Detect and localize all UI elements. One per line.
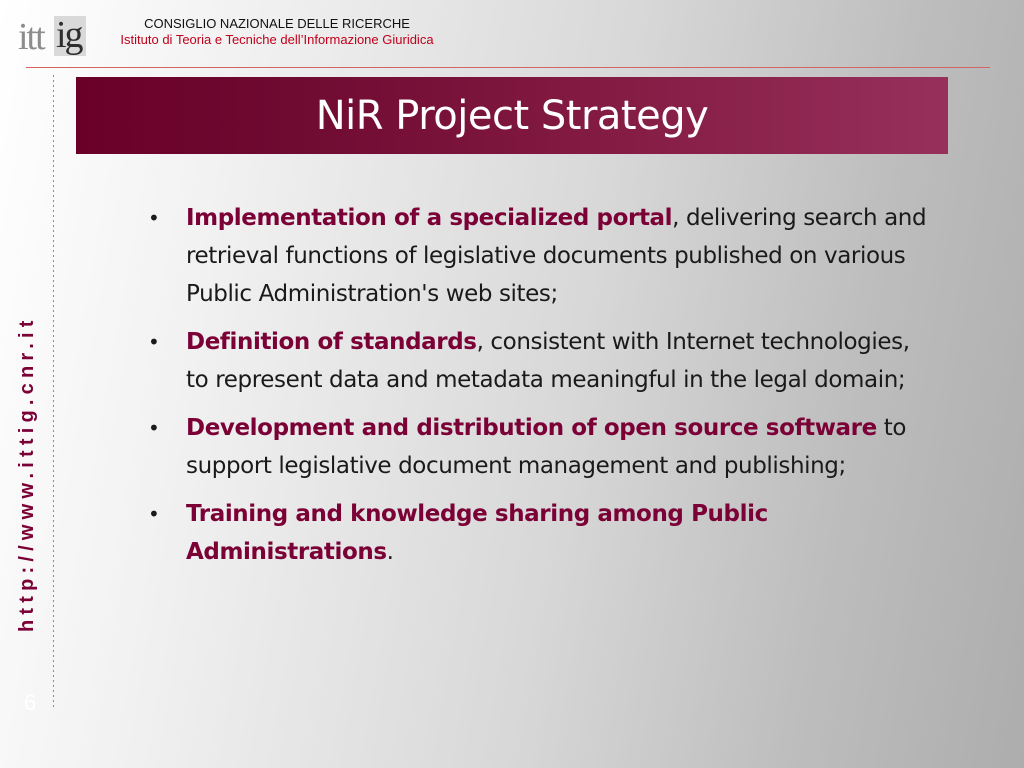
logo-text-dark: ig bbox=[54, 16, 86, 56]
slide-title: NiR Project Strategy bbox=[315, 92, 709, 139]
bullet-item bbox=[146, 199, 936, 313]
bullet-item bbox=[146, 323, 936, 399]
logo-text-light: itt bbox=[18, 16, 44, 58]
bullet-item bbox=[146, 409, 936, 485]
title-band bbox=[76, 77, 948, 154]
bullet-emphasis: Implementation of a specialized portal bbox=[186, 205, 673, 231]
bullet-icon: • bbox=[148, 416, 160, 440]
bullet-icon: • bbox=[148, 206, 160, 230]
bullet-icon: • bbox=[148, 330, 160, 354]
bullet-list bbox=[146, 199, 936, 581]
bullet-emphasis: Training and knowledge sharing among Public Administrations bbox=[186, 501, 768, 565]
bullet-text: , delivering search and retrieval functions of legislative documents published on various Public Administration's web sites; bbox=[186, 205, 927, 307]
ittig-logo bbox=[18, 10, 88, 66]
org-name: CONSIGLIO NAZIONALE DELLE RICERCHE bbox=[144, 16, 410, 31]
bullet-text: to support legislative document management and publishing; bbox=[186, 415, 907, 479]
page-number: 6 bbox=[24, 690, 37, 715]
bullet-text: . bbox=[386, 539, 394, 565]
header-divider bbox=[26, 67, 990, 68]
institute-name: Istituto di Teoria e Tecniche dell’Informazione Giuridica bbox=[120, 32, 434, 48]
sidebar-divider bbox=[53, 75, 54, 710]
bullet-text: , consistent with Internet technologies, to represent data and metadata meaningful in the legal domain; bbox=[186, 329, 910, 393]
organization-header bbox=[96, 16, 458, 49]
bullet-emphasis: Definition of standards bbox=[186, 329, 477, 355]
bullet-emphasis: Development and distribution of open source software bbox=[186, 415, 877, 441]
bullet-icon: • bbox=[148, 502, 160, 526]
bullet-item bbox=[146, 495, 936, 571]
website-url: http://www.ittig.cnr.it bbox=[16, 315, 38, 632]
